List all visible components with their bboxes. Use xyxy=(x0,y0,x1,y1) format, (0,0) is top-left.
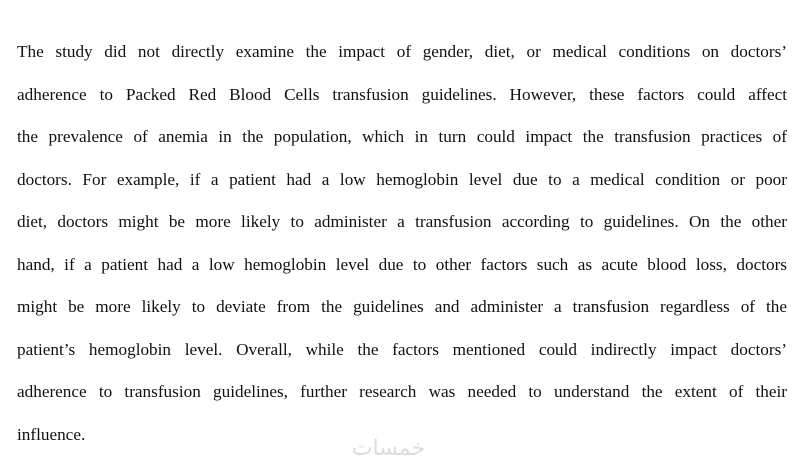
paragraph-line: doctors. For example, if a patient had a low hemoglobin level due to a medical condition or poor xyxy=(17,170,787,189)
paragraph-line: adherence to Packed Red Blood Cells transfusion guidelines. However, these factors could affect xyxy=(17,85,787,104)
paragraph-line: influence. xyxy=(17,425,86,444)
paragraph-line: hand, if a patient had a low hemoglobin level due to other factors such as acute blood loss, doctors xyxy=(17,255,787,274)
watermark-logo: خمسات xyxy=(351,436,426,461)
paragraph-line: the prevalence of anemia in the population, which in turn could impact the transfusion practices of xyxy=(17,127,787,146)
paragraph-line: The study did not directly examine the impact of gender, diet, or medical conditions on doctors’ xyxy=(17,42,787,61)
paragraph-line: patient’s hemoglobin level. Overall, while the factors mentioned could indirectly impact doctors’ xyxy=(17,340,787,359)
paragraph-line: diet, doctors might be more likely to administer a transfusion according to guidelines. On the other xyxy=(17,212,787,231)
paragraph-line: adherence to transfusion guidelines, further research was needed to understand the extent of their xyxy=(17,382,787,401)
paragraph-line: might be more likely to deviate from the guidelines and administer a transfusion regardless of the xyxy=(17,297,787,316)
